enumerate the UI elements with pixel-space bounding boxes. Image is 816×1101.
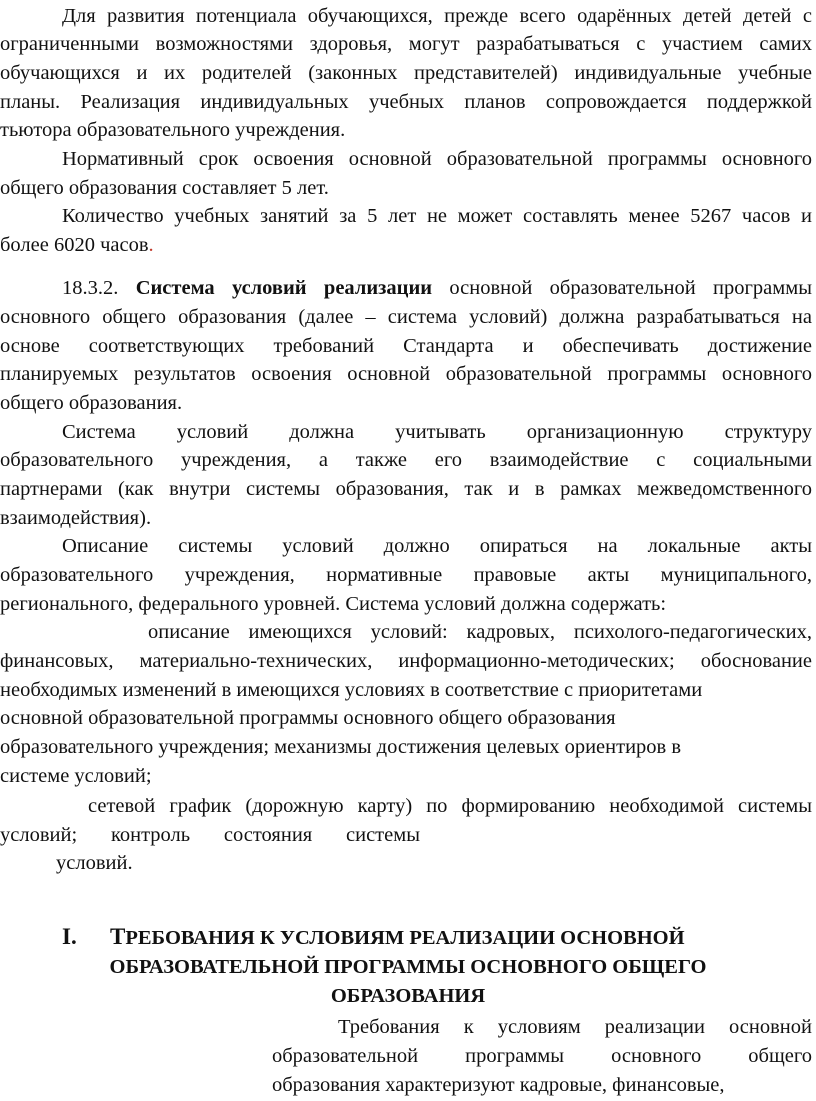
paragraph-4-line-2: образовательного учреждения, а также его взаимодействие с социальными	[0, 449, 812, 471]
paragraph-5-line-3: регионального, федерального уровней. Система условий должна содержать:	[0, 593, 667, 615]
list-item-1-line-1: описание имеющихся условий: кадровых, психолого-педагогических,	[148, 621, 812, 643]
paragraph-1-line-5: тьютора образовательного учреждения.	[0, 119, 346, 141]
section-bold-title: Система условий реализации	[135, 277, 433, 299]
section-number: 18.3.2.	[62, 277, 119, 299]
chapter-number: I.	[62, 924, 77, 949]
chapter-title-line-1-rest: РЕБОВАНИЯ К УСЛОВИЯМ РЕАЛИЗАЦИИ ОСНОВНОЙ	[125, 927, 685, 949]
list-item-1-line-4: основной образовательной программы основного общего образования	[0, 707, 616, 729]
chapter-title-line-1	[110, 922, 810, 953]
list-item-1-line-5: образовательного учреждения; механизмы достижения целевых ориентиров в	[0, 736, 682, 758]
paragraph-1-line-2: ограниченными возможностями здоровья, могут разрабатываться с участием самих	[0, 33, 812, 55]
list-item-2-line-3: условий.	[56, 852, 133, 874]
closing-line-3: образования характеризуют кадровые, финансовые,	[272, 1074, 725, 1096]
paragraph-4-line-1: Система условий должна учитывать организационную структуру	[62, 421, 812, 443]
paragraph-1-line-3: обучающихся и их родителей (законных представителей) индивидуальные учебные	[0, 62, 812, 84]
paragraph-3-end-mark: .	[148, 234, 154, 256]
paragraph-3-line-2-text: более 6020 часов	[0, 234, 149, 256]
section-line-4: планируемых результатов освоения основной образовательной программы основного	[0, 363, 812, 385]
paragraph-4-line-4: взаимодействия).	[0, 507, 152, 529]
chapter-title-line-2: ОБРАЗОВАТЕЛЬНОЙ ПРОГРАММЫ ОСНОВНОГО ОБЩЕГО	[109, 956, 707, 978]
paragraph-5-line-1: Описание системы условий должно опираться на локальные акты	[62, 535, 812, 557]
chapter-title-line-3: ОБРАЗОВАНИЯ	[330, 985, 486, 1007]
paragraph-2-line-2: общего образования составляет 5 лет.	[0, 177, 329, 199]
list-item-2-line-2: условий; контроль состояния системы	[0, 824, 420, 846]
section-line-2: основного общего образования (далее – система условий) должна разрабатываться на	[0, 306, 812, 328]
paragraph-5-line-2: образовательного учреждения, нормативные правовые акты муниципального,	[0, 564, 812, 586]
chapter-title-first-letter: Т	[110, 924, 126, 949]
section-heading-line	[62, 274, 812, 302]
paragraph-2-line-1: Нормативный срок освоения основной образовательной программы основного	[62, 148, 812, 170]
paragraph-4-line-3: партнерами (как внутри системы образования, так и в рамках межведомственного	[0, 478, 812, 500]
section-line-1-rest: основной образовательной программы	[449, 277, 812, 299]
paragraph-3-line-1: Количество учебных занятий за 5 лет не может составлять менее 5267 часов и	[62, 205, 812, 227]
closing-line-2: образовательной программы основного общего	[272, 1045, 812, 1067]
paragraph-3-line-2	[0, 231, 812, 259]
closing-line-1: Требования к условиям реализации основной	[338, 1016, 812, 1038]
list-item-2-line-1: сетевой график (дорожную карту) по формированию необходимой системы	[88, 795, 812, 817]
paragraph-1-line-1: Для развития потенциала обучающихся, прежде всего одарённых детей детей с	[62, 5, 812, 27]
list-item-1-line-3: необходимых изменений в имеющихся условиях в соответствие с приоритетами	[0, 679, 703, 701]
section-line-5: общего образования.	[0, 392, 183, 414]
list-item-1-line-6: системе условий;	[0, 765, 152, 787]
paragraph-1-line-4: планы. Реализация индивидуальных учебных планов сопровождается поддержкой	[0, 91, 812, 113]
list-item-1-line-2: финансовых, материально-технических, информационно-методических; обоснование	[0, 650, 812, 672]
section-line-3: основе соответствующих требований Стандарта и обеспечивать достижение	[0, 335, 812, 357]
